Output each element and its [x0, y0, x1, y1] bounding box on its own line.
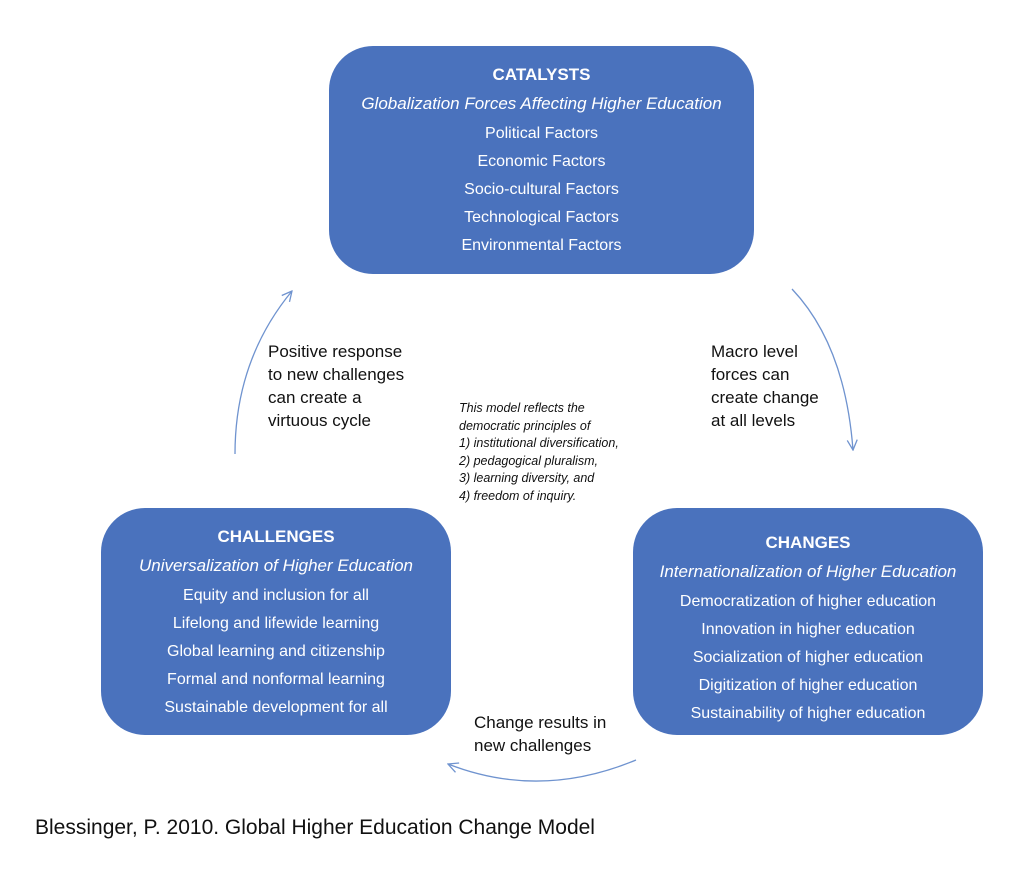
challenges-item: Sustainable development for all — [164, 699, 388, 716]
citation: Blessinger, P. 2010. Global Higher Education Change Model — [35, 816, 595, 839]
challenges-item: Global learning and citizenship — [167, 643, 385, 660]
changes-item: Digitization of higher education — [698, 677, 918, 694]
challenges-title: CHALLENGES — [217, 527, 335, 546]
challenges-item: Equity and inclusion for all — [183, 587, 369, 604]
arrow-changes-to-challenges — [448, 760, 636, 781]
center-note-line: 2) pedagogical pluralism, — [459, 453, 598, 468]
challenges-subtitle: Universalization of Higher Education — [138, 556, 414, 575]
changes-item: Sustainability of higher education — [690, 705, 926, 722]
change-results-label — [474, 711, 644, 757]
flow-label-line: Macro level — [711, 342, 798, 361]
center-note-line: 4) freedom of inquiry. — [459, 488, 577, 503]
flow-label-line: can create a — [268, 388, 362, 407]
changes-subtitle: Internationalization of Higher Education — [659, 562, 957, 581]
challenges-item: Formal and nonformal learning — [167, 671, 385, 688]
catalysts-item: Socio-cultural Factors — [464, 181, 619, 198]
flow-label-line: forces can — [711, 365, 790, 384]
flow-label-line: to new challenges — [268, 365, 405, 384]
flow-label-line: virtuous cycle — [268, 411, 371, 430]
changes-item: Innovation in higher education — [701, 621, 915, 638]
changes-box — [633, 508, 983, 735]
challenges-box — [101, 508, 451, 735]
catalysts-subtitle: Globalization Forces Affecting Higher Education — [361, 94, 722, 113]
changes-item: Socialization of higher education — [692, 649, 924, 666]
center-note-line: This model reflects the — [459, 401, 585, 415]
catalysts-title: CATALYSTS — [492, 65, 591, 84]
flow-label-line: Positive response — [268, 342, 403, 361]
changes-item: Democratization of higher education — [679, 593, 937, 610]
catalysts-item: Environmental Factors — [461, 237, 622, 254]
catalysts-box — [329, 46, 754, 274]
flow-label-line: new challenges — [474, 736, 592, 755]
changes-title: CHANGES — [765, 533, 851, 552]
flow-label-line: at all levels — [711, 411, 796, 430]
center-note-line: 1) institutional diversification, — [459, 436, 619, 450]
center-note-line: 3) learning diversity, and — [459, 471, 595, 485]
macro-level-label — [711, 340, 851, 432]
catalysts-item: Political Factors — [485, 125, 598, 142]
challenges-item: Lifelong and lifewide learning — [172, 615, 380, 632]
catalysts-item: Economic Factors — [477, 153, 606, 170]
positive-response-label — [268, 340, 458, 432]
catalysts-item: Technological Factors — [464, 209, 619, 226]
flow-label-line: Change results in — [474, 713, 607, 732]
center-note-line: democratic principles of — [459, 418, 591, 433]
flow-label-line: create change — [711, 388, 819, 407]
center-note — [459, 400, 689, 505]
